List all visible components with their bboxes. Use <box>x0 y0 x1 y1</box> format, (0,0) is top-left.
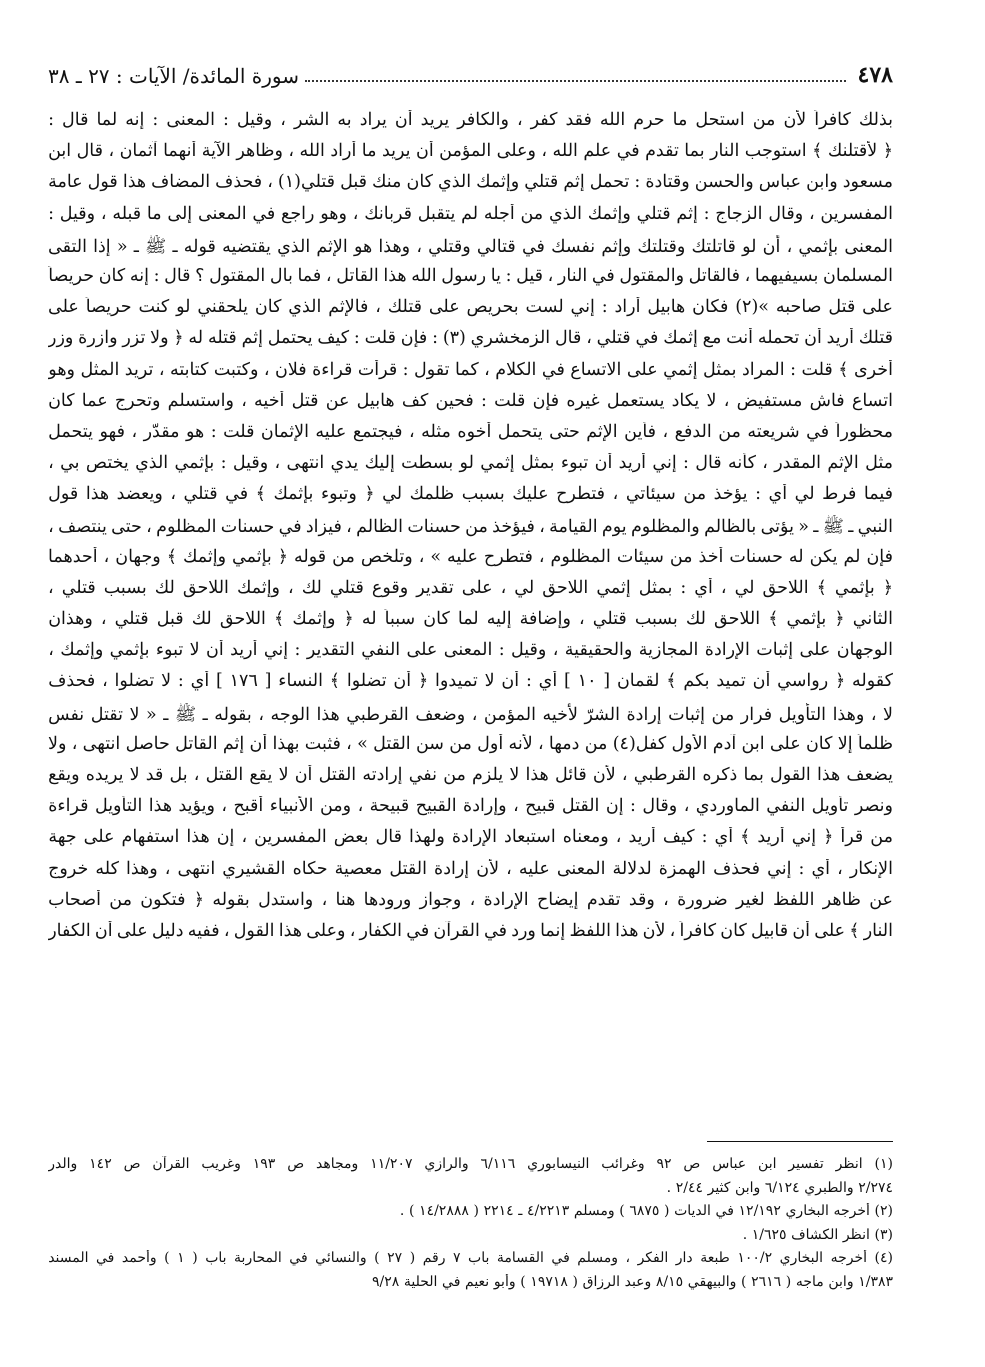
text-line: ﴿ بإثمي ﴾ اللاحق لي ، أي : بمثل إثمي اللاحق لي ، على تقدير وقوع قتلي لك ، وإثمك اللاحق لك بسبب قتلي ، <box>48 577 893 598</box>
text-line: يضعف هذا القول بما ذكره القرطبي ، لأن قائل هذا لا يلزم من نفي إرادته القتل أن لا يقع القتل ، بل قد لا يريده ويقع <box>48 764 893 785</box>
text-line: بذلك كافراً لأن من استحل ما حرم الله فقد كفر ، والكافر يريد أن يراد به الشر ، وقيل : المعنى : إنه لما قال : <box>48 110 893 130</box>
footnote-line: ٢/٢٧٤ والطبري ٦/١٢٤ وابن كثير ٢/٤٤ . <box>666 1179 893 1196</box>
text-line: أخرى ﴾ قلت : المراد بمثل إثمي على الاتساع في الكلام ، كما تقول : قرأت قراءة فلان ، وكتبت كتابته ، تريد المثل وهو <box>48 359 893 380</box>
footnote-line: (٣) انظر الكشاف ١/٦٢٥ . <box>742 1226 893 1243</box>
text-line: لا ، وهذا التأويل فرار من إثبات إرادة الشرّ لأخيه المؤمن ، وضعف القرطبي هذا الوجه ، بقوله ـ ﷺ ـ « لا تقتل نفس <box>48 704 893 725</box>
text-line: الإنكار ، أي : إني فحذف الهمزة لدلالة المعنى عليه ، لأن إرادة القتل معصية حكاه القشيري انتهى ، وهذا كله خروج <box>48 858 893 879</box>
text-line: النبي ـ ﷺ ـ « يؤتى بالظالم والمظلوم يوم القيامة ، فيؤخذ من حسنات الظالم ، فيزاد في حسنات المظلوم ، حتى ينتصف ، <box>48 517 893 538</box>
footnote-line: (١) انظر تفسير ابن عباس ص ٩٢ وغرائب النيسابوري ٦/١١٦ والرازي ١١/٢٠٧ ومجاهد ص ١٩٣ وغريب القرآن ص ١٤٢ والدر <box>48 1156 893 1172</box>
text-line: الوجهان على إثبات الإرادة المجازية والحقيقية ، وقيل : المعنى على النفي التقدير : إني أريد أن لا تبوء بإثمي وإثمك ، <box>48 640 893 661</box>
text-line: فإن لم يكن له حسنات أخذ من سيئات المظلوم ، فتطرح عليه » ، وتلخص من قوله ﴿ بإثمي وإثمك ﴾ وجهان ، أحدهما <box>48 546 893 567</box>
running-title: سورة المائدة/ الآيات : ٢٧ ـ ٣٨ <box>48 64 299 88</box>
text-line: على قتل صاحبه »(٢) فكان هابيل أراد : إني لست بحريص على قتلك ، فالإثم الذي كان يلحقني لو كنت حريصاً على <box>48 297 893 318</box>
text-line: مسعود وابن عباس والحسن وقتادة : تحمل إثم قتلي وإثمك الذي كان منك قبل قتلي(١) ، فحذف المضاف هذا قول عامة <box>48 172 893 193</box>
text-line: قتلك أريد أن تحمله أنت مع إثمك في قتلي ، قال الزمخشري (٣) : فإن قلت : كيف يحتمل إثم قتله له ﴿ ولا تزر وازرة وزر <box>48 328 893 349</box>
text-line: ﴿ لأقتلنك ﴾ استوجب النار بما تقدم في علم الله ، وعلى المؤمن أن يريد ما أراد الله ، وظاهر الآية أنهما آثمان ، قال ابن <box>48 141 893 162</box>
book-page <box>48 58 893 1348</box>
text-line: محظوراً في شريعته من الدفع ، فأين الإثم حتى يتحمل أخوه مثله ، فيجتمع عليه الإثمان قلت : هو مقدّر ، فهو يتحمل <box>48 421 893 442</box>
footnote-line: (٢) أخرجه البخاري ١٢/١٩٢ في الديات ( ٦٨٧٥ ) ومسلم ٤/٢٢١٣ ـ ٢٢١٤ ( ١٤/٢٨٨٨ ) . <box>399 1203 893 1219</box>
header-dotted-leader <box>305 80 846 82</box>
footnote-line: (٤) أخرجه البخاري ١٠٠/٢ طبعة دار الفكر ، ومسلم في القسامة باب ٧ رقم ( ٢٧ ) والنسائي في المحاربة باب ( ١ ) وأحمد في المسند <box>48 1250 893 1266</box>
text-line: من قرأ ﴿ إني أريد ﴾ أي : كيف أريد ، ومعناه استبعاد الإرادة ولهذا قال بعض المفسرين ، إن هذا استفهام على جهة <box>48 827 893 848</box>
text-line: المسلمان بسيفيهما ، فالقاتل والمقتول في النار ، قيل : يا رسول الله هذا القاتل ، فما بال المقتول ؟ قال : إنه كان حريصاً <box>48 265 893 286</box>
text-line: عن ظاهر اللفظ لغير ضرورة ، وقد تقدم إيضاح الإرادة ، وجواز ورودها هنا ، واستدل بقوله ﴿ فتكون من أصحاب <box>48 889 893 910</box>
text-line: ونصر تأويل النفي الماوردي ، وقال : إن القتل قبيح ، وإرادة القبيح قبيحة ، ومن الأنبياء أقبح ، ويؤيد هذا التأويل قراءة <box>48 796 893 817</box>
page-number: ٤٧٨ <box>857 62 893 88</box>
text-line: فيما فرط لي أي : يؤخذ من سيئاتي ، فتطرح عليك بسبب ظلمك لي ﴿ وتبوء بإثمك ﴾ في قتلي ، ويعضد هذا قول <box>48 484 893 505</box>
text-line: كقوله ﴿ رواسي أن تميد بكم ﴾ لقمان [ ١٠ ] أي : أن لا تميدوا ﴿ أن تضلوا ﴾ النساء [ ١٧٦ ] أي : لا تضلوا ، فحذف <box>48 671 893 692</box>
text-line: المعنى بإثمي ، أن لو قاتلتك وقتلتك وإثم نفسك في قتالي وقتلي ، وهذا هو الإثم الذي يقتضيه قوله ـ ﷺ ـ « إذا التقى <box>48 236 893 257</box>
text-line: المفسرين ، وقال الزجاج : إثم قتلي وإثمك الذي من أجله لم يتقبل قربانك ، وهو راجع في المعنى إلى ما قبله ، وقيل : <box>48 203 893 224</box>
footnotes <box>48 1156 893 1297</box>
text-line: ظلماً إلا كان على ابن آدم الأول كفل(٤) من دمها ، لأنه أول من سن القتل » ، فثبت بهذا أن إثم القاتل حاصل انتهى ، ولا <box>48 733 893 754</box>
running-header <box>48 58 893 88</box>
footnote-separator <box>707 1141 893 1142</box>
text-line: النار ﴾ على أن قابيل كان كافراً ، لأن هذا اللفظ إنما ورد في القرآن في الكفار ، وعلى هذا القول ، ففيه دليل على أن الكفار <box>48 920 893 941</box>
text-line: مثل الإثم المقدر ، كأنه قال : إني أريد أن تبوء بمثل إثمي لو بسطت إليك يدي انتهى ، وقيل : بإثمي الذي يختص بي ، <box>48 453 893 474</box>
text-line: الثاني ﴿ بإثمي ﴾ اللاحق لك بسبب قتلي ، وإضافة إليه لما كان سبباً له ﴿ وإثمك ﴾ اللاحق لك قبل قتلي ، وهذان <box>48 609 893 629</box>
text-line: اتساع فاش مستفيض ، لا يكاد يستعمل غيره فإن قلت : فحين كف هابيل عن قتل أخيه ، واستسلم وتحرج عما كان <box>48 390 893 411</box>
commentary-text <box>48 110 893 952</box>
footnote-line: ١/٣٨٣ وابن ماجه ( ٢٦١٦ ) والبيهقي ٨/١٥ وعبد الرزاق ( ١٩٧١٨ ) وأبو نعيم في الحلية ٩/٢٨ <box>371 1273 893 1290</box>
